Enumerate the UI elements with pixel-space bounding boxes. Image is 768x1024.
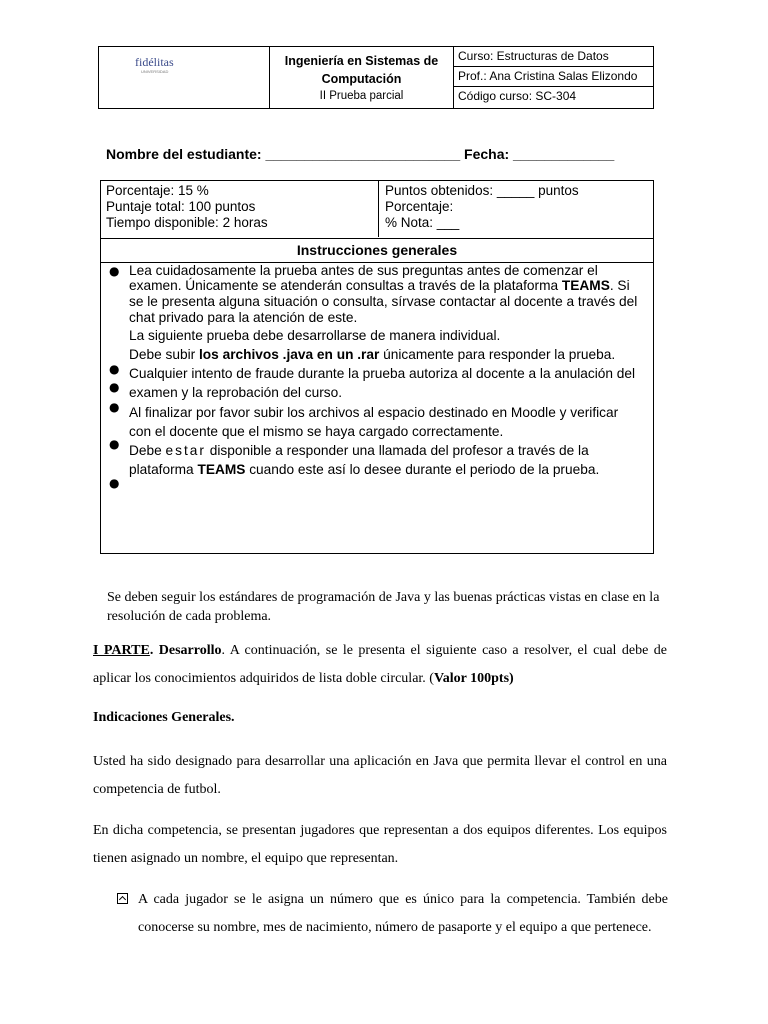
instruction-line: examen. Únicamente se atenderán consultas a través de la plataforma TEAMS. Si <box>129 278 630 293</box>
exam-info-right <box>380 181 653 237</box>
course-name: Curso: Estructuras de Datos <box>454 47 653 67</box>
instruction-line: La siguiente prueba debe desarrollarse de manera individual. <box>129 328 501 343</box>
exam-info-left <box>101 181 379 237</box>
exam-info-box <box>100 180 654 554</box>
percentage: Porcentaje: 15 % <box>106 183 209 198</box>
instruction-line: Cualquier intento de fraude durante la prueba autoriza al docente a la anulación del <box>129 366 636 381</box>
part-label: I PARTE <box>93 643 150 658</box>
university-logo: fidélitas <box>135 55 174 69</box>
bullet-icon: ● <box>109 362 120 376</box>
bullet-icon: ● <box>109 476 120 490</box>
part-value: Valor 100pts) <box>433 670 514 686</box>
indications-title: Indicaciones Generales. <box>93 710 235 725</box>
total-points: Puntaje total: 100 puntos <box>106 199 256 214</box>
bullet-icon: ● <box>109 264 120 278</box>
program-title: Ingeniería en Sistemas de Computación <box>284 54 439 86</box>
checkbox-bullet-icon <box>117 893 128 904</box>
bullet-icon: ● <box>109 400 120 414</box>
header-table <box>98 46 654 109</box>
logo-cell <box>99 47 270 108</box>
instruction-line: Debe estar disponible a responder una llamada del profesor a través de la <box>129 443 589 458</box>
instruction-line: chat privado para la atención de este. <box>129 310 358 325</box>
instruction-line: se le presenta alguna situación o consulta, sírvase contactar al docente a través del <box>129 294 638 309</box>
instruction-line: Debe subir los archivos .java en un .rar únicamente para responder la prueba. <box>129 347 616 362</box>
exam-title: II Prueba parcial <box>319 90 404 102</box>
course-cell <box>454 47 653 108</box>
instruction-line: Al finalizar por favor subir los archivos al espacio destinado en Moodle y verificar <box>129 405 619 420</box>
bullet-icon: ● <box>109 380 120 394</box>
bullet-icon: ● <box>109 437 120 451</box>
paragraph-1: Usted ha sido designado para desarrollar una aplicación en Java que permita llevar el control en una competencia de futbol. <box>93 754 667 797</box>
professor-name: Prof.: Ana Cristina Salas Elizondo <box>454 67 653 87</box>
university-logo-sub: UNIVERSIDAD <box>141 69 169 74</box>
program-cell <box>270 47 454 108</box>
instruction-line: plataforma TEAMS cuando este así lo desee durante el periodo de la prueba. <box>129 462 600 477</box>
course-code: Código curso: SC-304 <box>458 89 577 103</box>
standards-paragraph: Se deben seguir los estándares de programación de Java y las buenas prácticas vistas en clase en la resolución de cada problema. <box>107 590 660 624</box>
instruction-line: Lea cuidadosamente la prueba antes de sus preguntas antes de comenzar el <box>129 263 598 278</box>
part-title: . Desarrollo <box>149 643 222 658</box>
paragraph-2: En dicha competencia, se presentan jugadores que representan a dos equipos diferentes. Los equipos tienen asignado un nombre, el equipo que representan. <box>93 823 667 866</box>
obtained-percentage: Porcentaje: <box>385 199 454 214</box>
points-obtained: Puntos obtenidos: _____ puntos <box>385 183 579 198</box>
instruction-line: examen y la reprobación del curso. <box>129 385 343 400</box>
part-one-paragraph: I PARTE. Desarrollo. A continuación, se le presenta el siguiente caso a resolver, el cual debe de aplicar los conocimientos adquiridos de lista doble circular. (Valor 100pts) <box>93 643 667 686</box>
instruction-line: con el docente que el mismo se haya cargado correctamente. <box>129 424 504 439</box>
time-available: Tiempo disponible: 2 horas <box>106 215 268 230</box>
list-item-1: A cada jugador se le asigna un número que es único para la competencia. También debe conocerse su nombre, mes de nacimiento, número de pasaporte y el equipo a que pertenece. <box>138 892 668 935</box>
instructions-title: Instrucciones generales <box>101 238 653 263</box>
grade: % Nota: ___ <box>385 215 460 230</box>
student-name-date-line: Nombre del estudiante: _________________________ Fecha: _____________ <box>106 146 615 162</box>
